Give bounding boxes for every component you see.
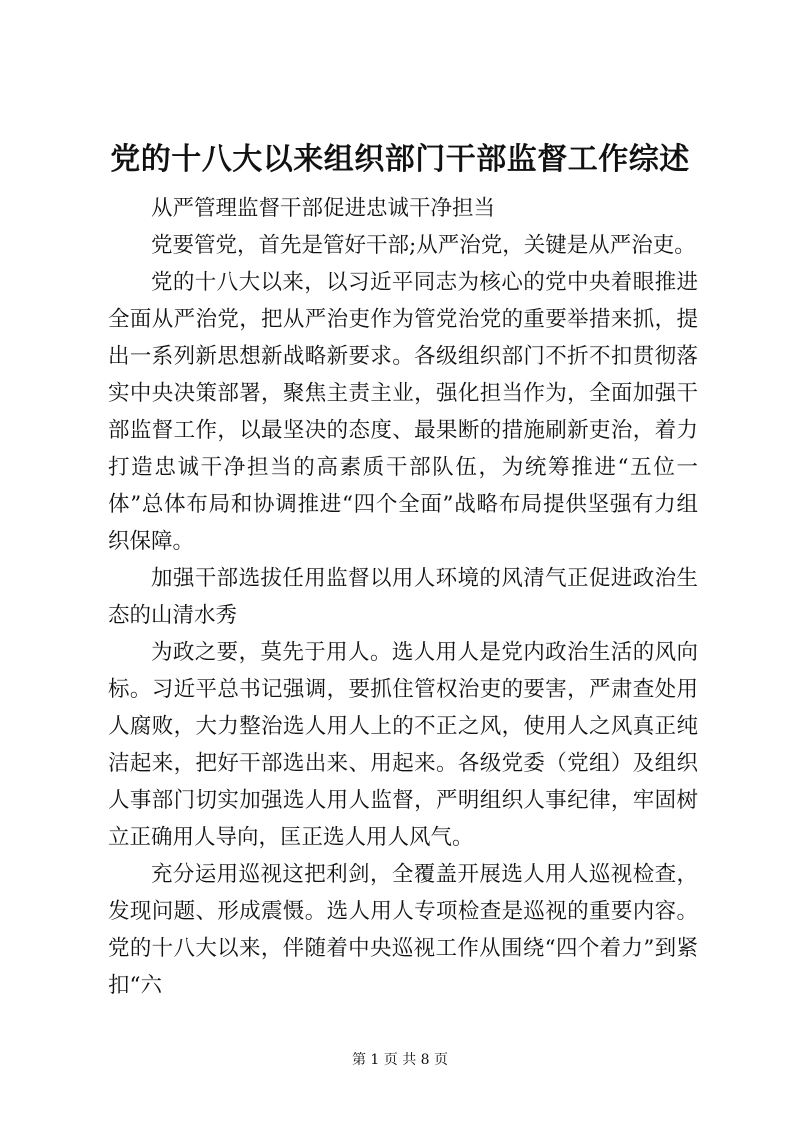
paragraph-selection: 为政之要，莫先于用人。选人用人是党内政治生活的风向标。习近平总书记强调，要抓住管权治吏的要害，严肃查处用人腐败，大力整治选人用人上的不正之风，使用人之风真正纯洁起来，把好干部选出来、用起来。各级党委（党组）及组织人事部门切实加强选人用人监督，严明组织人事纪律，牢固树立正确用人导向，匡正选人用人风气。	[108, 640, 698, 850]
paragraph-section-heading: 加强干部选拔任用监督以用人环境的风清气正促进政治生态的山清水秀	[108, 566, 698, 628]
paragraph-subtitle: 从严管理监督干部促进忠诚干净担当	[151, 196, 496, 221]
paragraph-intro: 党的十八大以来，以习近平同志为核心的党中央着眼推进全面从严治党，把从严治吏作为管党治党的重要举措来抓，提出一系列新思想新战略新要求。各级组织部门不折不扣贯彻落实中央决策部署，聚焦主责主业，强化担当作为，全面加强干部监督工作，以最坚决的态度、最果断的措施刷新吏治，着力打造忠诚干净担当的高素质干部队伍，为统筹推进“五位一体”总体布局和协调推进“四个全面”战略布局提供坚强有力组织保障。	[108, 270, 698, 554]
paragraph-lead: 党要管党，首先是管好干部;从严治党，关键是从严治吏。	[151, 233, 696, 258]
document-title: 党的十八大以来组织部门干部监督工作综述	[110, 142, 690, 177]
document-body	[108, 190, 698, 1004]
paragraph-inspection: 充分运用巡视这把利剑，全覆盖开展选人用人巡视检查，发现问题、形成震慑。选人用人专项检查是巡视的重要内容。党的十八大以来，伴随着中央巡视工作从围绕“四个着力”到紧扣“六	[108, 862, 698, 998]
page-footer: 第 1 页 共 8 页	[351, 1052, 449, 1068]
